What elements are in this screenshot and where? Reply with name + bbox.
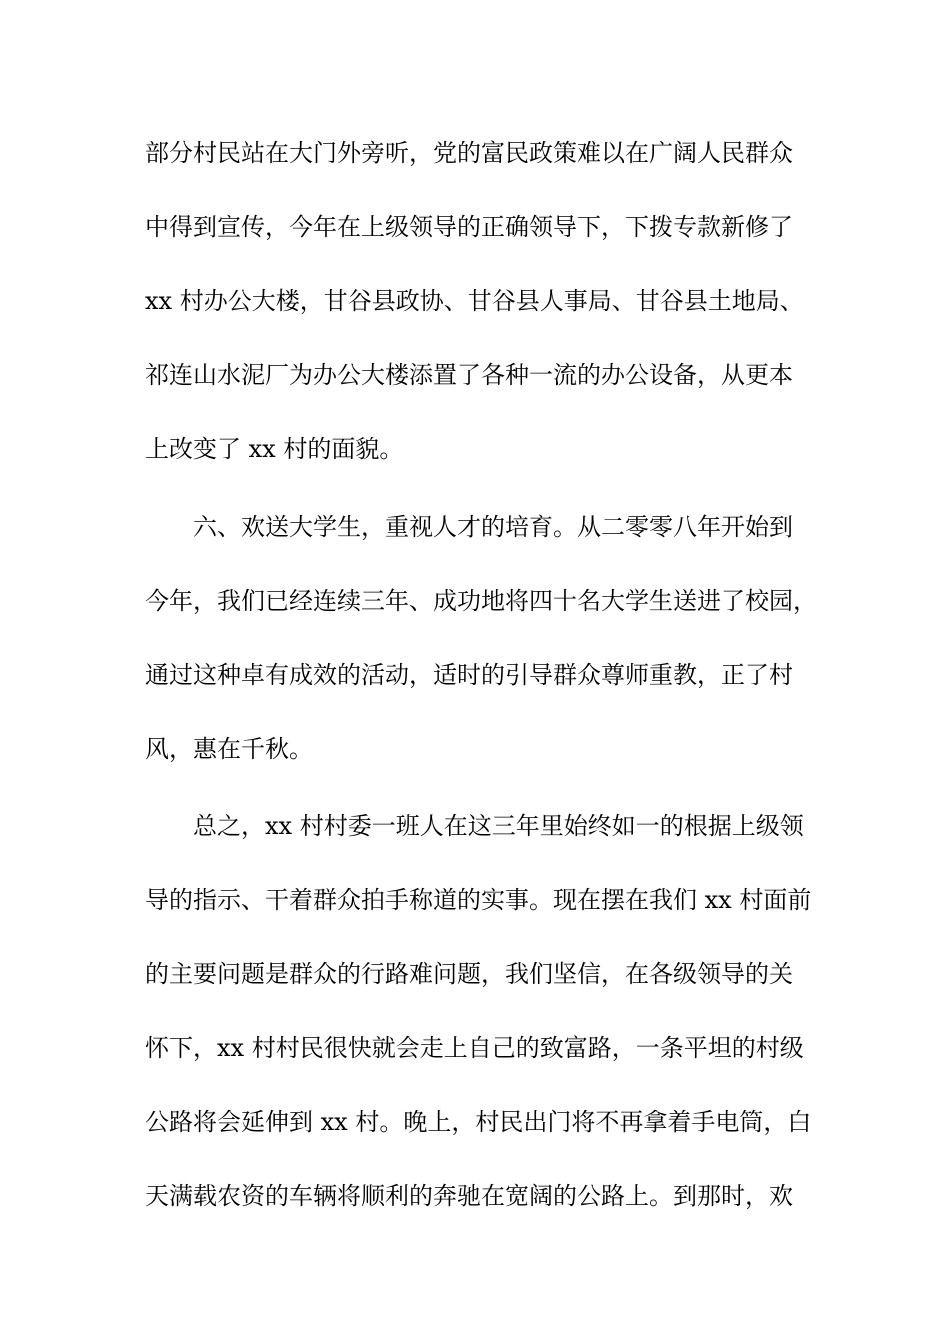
text-line: 上改变了 xx 村的面貌。 <box>145 435 404 463</box>
text-line: 怀下，xx 村村民很快就会走上自己的致富路，一条平坦的村级 <box>145 1034 804 1062</box>
paragraph-first-line: 总之，xx 村村委一班人在这三年里始终如一的根据上级领 <box>193 812 804 840</box>
text-line: 中得到宣传，今年在上级领导的正确领导下，下拨专款新修了 <box>145 213 793 241</box>
text-line: 今年，我们已经连续三年、成功地将四十名大学生送进了校园， <box>145 587 817 615</box>
text-line: 公路将会延伸到 xx 村。晚上，村民出门将不再拿着手电筒，白 <box>145 1108 812 1136</box>
text-line: 风，惠在千秋。 <box>145 735 313 763</box>
text-line: 祁连山水泥厂为办公大楼添置了各种一流的办公设备，从更本 <box>145 361 793 389</box>
text-line: xx 村办公大楼，甘谷县政协、甘谷县人事局、甘谷县土地局、 <box>145 287 804 315</box>
text-line: 天满载农资的车辆将顺利的奔驰在宽阔的公路上。到那时，欢 <box>145 1182 793 1210</box>
paragraph-first-line: 六、欢送大学生，重视人才的培育。从二零零八年开始到 <box>193 513 793 541</box>
text-line: 部分村民站在大门外旁听，党的富民政策难以在广阔人民群众 <box>145 139 793 167</box>
text-line: 的主要问题是群众的行路难问题，我们坚信，在各级领导的关 <box>145 960 793 988</box>
text-line: 通过这种卓有成效的活动，适时的引导群众尊师重教，正了村 <box>145 661 793 689</box>
text-line: 导的指示、干着群众拍手称道的实事。现在摆在我们 xx 村面前 <box>145 886 812 914</box>
